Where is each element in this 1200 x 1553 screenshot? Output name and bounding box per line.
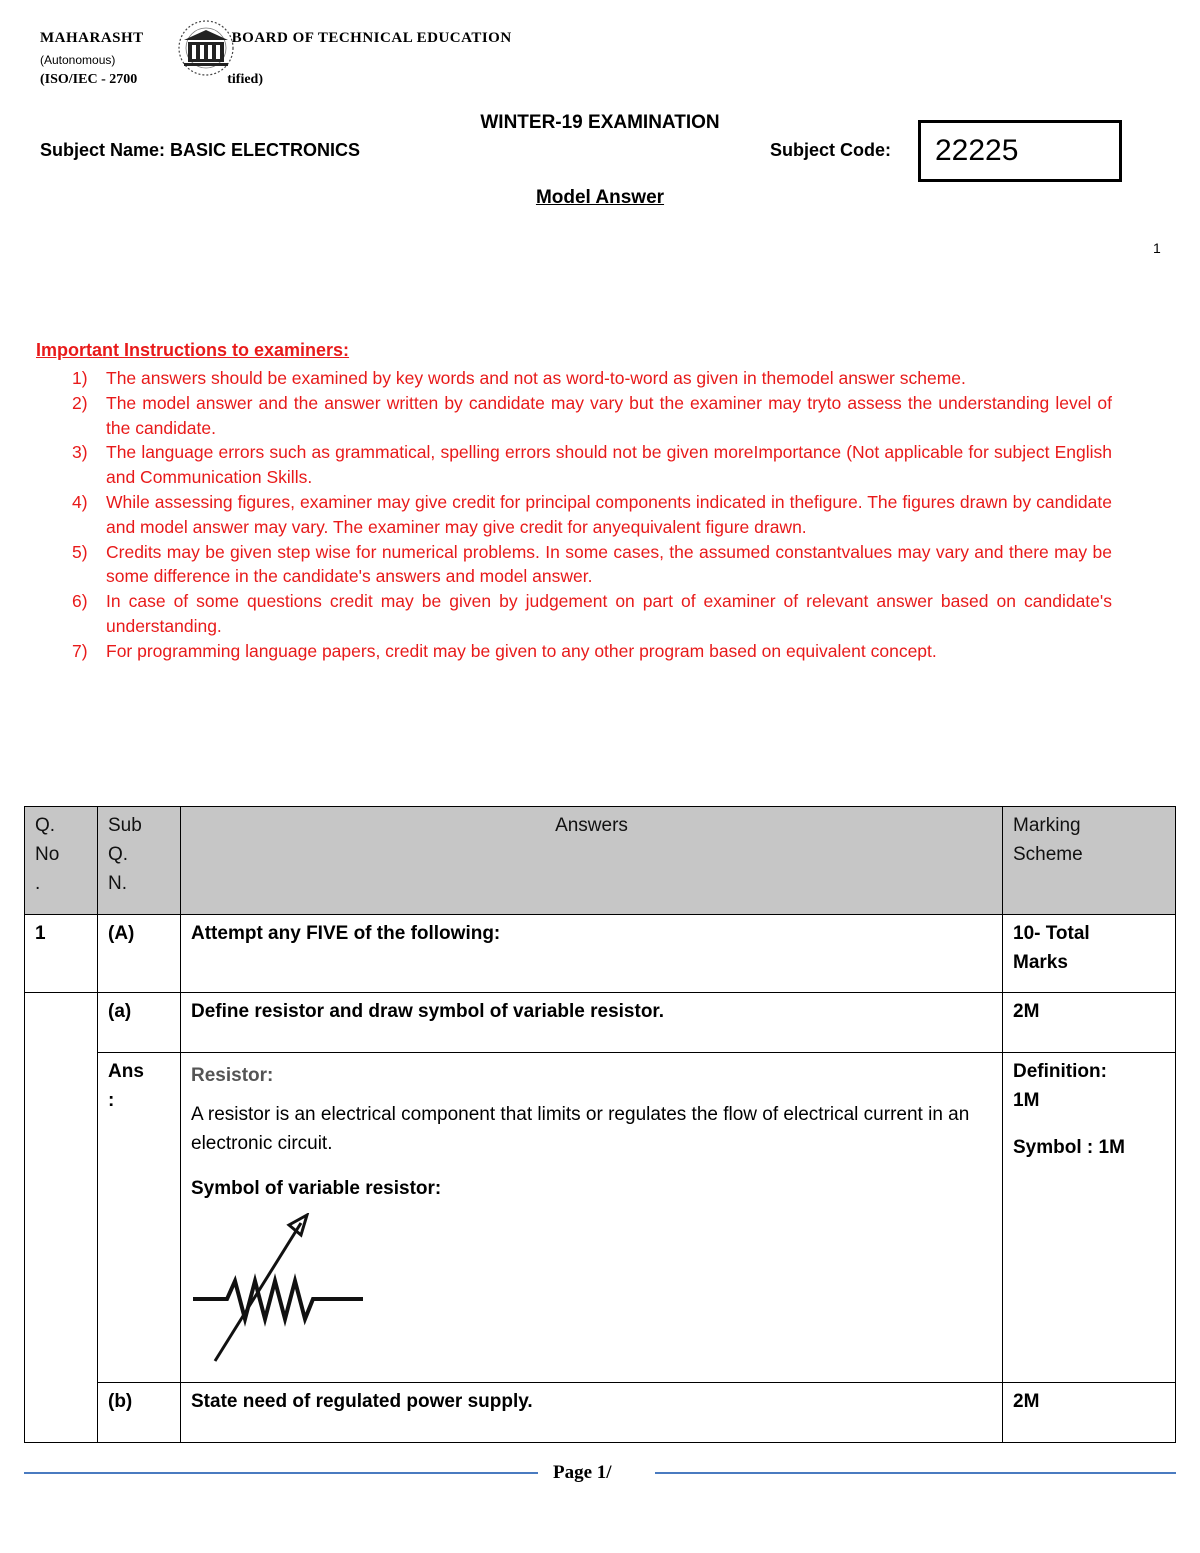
iso-part2: tified) xyxy=(227,72,263,87)
marks-cell: 2M xyxy=(1003,993,1176,1053)
subject-name: Subject Name: BASIC ELECTRONICS xyxy=(40,140,361,160)
footer-rule-right xyxy=(655,1472,1176,1474)
marks-cell: Definition: 1M Symbol : 1M xyxy=(1003,1053,1176,1383)
header-marking: Marking Scheme xyxy=(1003,807,1176,915)
subject-code-label: Subject Code: xyxy=(770,140,892,160)
answer-body xyxy=(181,1053,1003,1383)
board-logo-icon xyxy=(170,18,242,78)
board-name xyxy=(40,30,512,47)
table-row xyxy=(25,915,1176,993)
page-number-top: 1 xyxy=(1153,240,1161,256)
qno-cell-empty xyxy=(25,993,98,1443)
marks-cell: 10- Total Marks xyxy=(1003,915,1176,993)
instruction-item: 4) While assessing figures, examiner may give credit for principal components indicated in thefigure. The figures drawn by candidate and model answer may vary. The examiner may give credit for anyequivalent figure drawn. xyxy=(72,491,1112,537)
header-qno: Q. No . xyxy=(25,807,98,915)
answer-definition: A resistor is an electrical component that limits or regulates the flow of electrical current in an electronic circuit. xyxy=(191,1104,970,1154)
subq-cell: (b) xyxy=(98,1383,181,1443)
answer-heading: Resistor: xyxy=(191,1065,274,1086)
header-answers: Answers xyxy=(181,807,1003,915)
autonomous-label: (Autonomous) xyxy=(40,53,116,67)
subq-cell: Ans : xyxy=(98,1053,181,1383)
board-name-part2: BOARD OF TECHNICAL EDUCATION xyxy=(231,30,512,46)
subq-cell: (A) xyxy=(98,915,181,993)
instruction-item: 7) For programming language papers, credit may be given to any other program based on equivalent concept. xyxy=(72,640,937,661)
instruction-item: 5) Credits may be given step wise for numerical problems. In some cases, the assumed constantvalues may vary and there may be some difference in the candidate's answers and model answer. xyxy=(72,541,1112,587)
question-text: Define resistor and draw symbol of variable resistor. xyxy=(181,993,1003,1053)
model-answer-title: Model Answer xyxy=(535,187,665,208)
table-row xyxy=(25,1383,1176,1443)
marks-cell: 2M xyxy=(1003,1383,1176,1443)
subject-code: 22225 xyxy=(935,134,1019,167)
instruction-item: 6) In case of some questions credit may be given by judgement on part of examiner of relevant answer based on candidate's understanding. xyxy=(72,591,1112,636)
variable-resistor-symbol-icon xyxy=(191,1213,371,1373)
question-text: State need of regulated power supply. xyxy=(181,1383,1003,1443)
table-row xyxy=(25,1053,1176,1383)
iso-part1: (ISO/IEC - 2700 xyxy=(40,72,138,87)
subject-code-box xyxy=(918,120,1122,182)
header-subq: Sub Q. N. xyxy=(98,807,181,915)
footer-rule-left xyxy=(24,1472,538,1474)
instruction-item: 2) The model answer and the answer written by candidate may vary but the examiner may tryto assess the understanding level of the candidate. xyxy=(72,392,1112,438)
qno-cell: 1 xyxy=(25,915,98,993)
footer-page-label: Page 1/ xyxy=(553,1462,612,1483)
answer-table xyxy=(24,806,1176,1443)
exam-title: WINTER-19 EXAMINATION xyxy=(480,112,720,133)
board-name-part1: MAHARASHT xyxy=(40,30,144,46)
instruction-item: 3) The language errors such as grammatical, spelling errors should not be given moreImportance (Not applicable for subject English and Communication Skills. xyxy=(72,442,1112,488)
subq-cell: (a) xyxy=(98,993,181,1053)
symbol-heading: Symbol of variable resistor: xyxy=(191,1178,442,1199)
table-row xyxy=(25,993,1176,1053)
table-header-row xyxy=(25,807,1176,915)
question-text: Attempt any FIVE of the following: xyxy=(181,915,1003,993)
instructions-title: Important Instructions to examiners: xyxy=(36,340,350,360)
instructions-list xyxy=(36,366,1112,664)
instruction-item: 1) The answers should be examined by key words and not as word-to-word as given in themodel answer scheme. xyxy=(72,368,966,388)
